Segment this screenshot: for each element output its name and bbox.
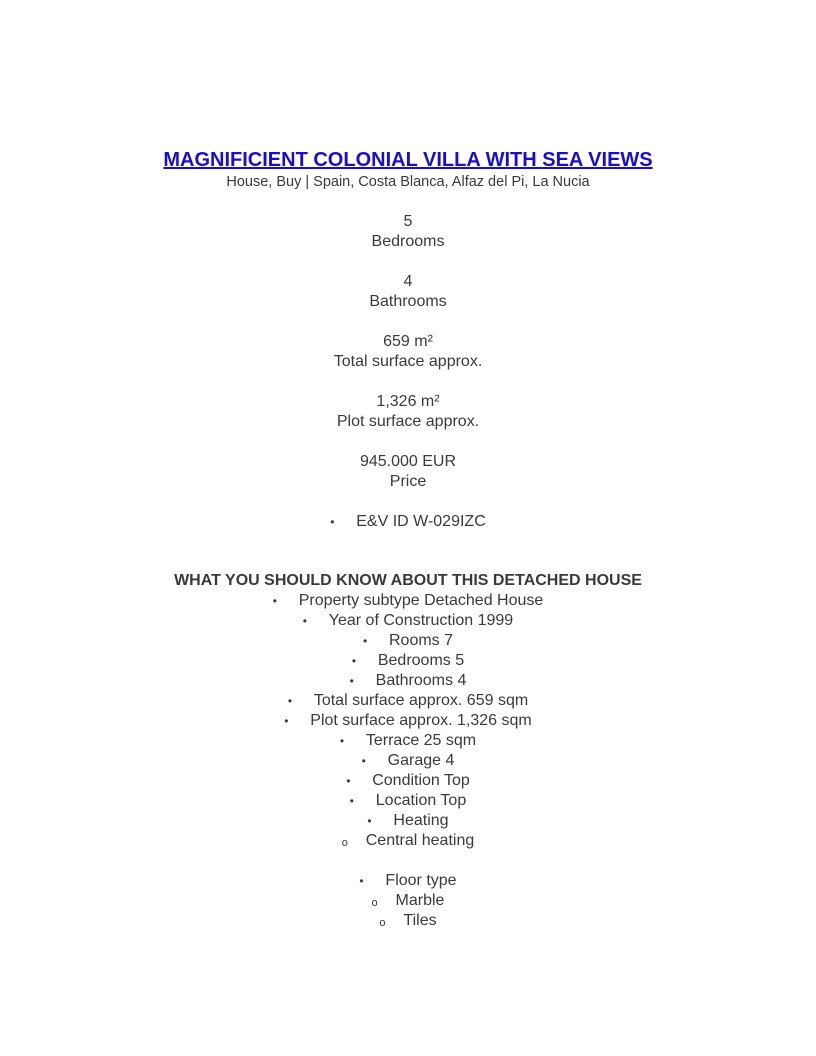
sub-list-item-text: Tiles: [403, 912, 437, 929]
list-item: [0, 711, 816, 731]
bullet-icon: •: [284, 714, 289, 728]
fact-label: Bedrooms: [371, 233, 445, 250]
list-item: [0, 751, 816, 771]
fact-value: 4: [403, 273, 413, 290]
fact-value: 1,326 m²: [376, 393, 440, 410]
fact-label: Total surface approx.: [333, 353, 483, 370]
bullet-icon: •: [346, 774, 351, 788]
key-facts: [0, 212, 816, 492]
circle-bullet-icon: o: [379, 917, 386, 929]
list-item-text: Heating: [393, 812, 449, 829]
list-item-text: Total surface approx. 659 sqm: [313, 692, 529, 709]
list-item: [0, 691, 816, 711]
list-item: [0, 791, 816, 811]
fact-label: Plot surface approx.: [336, 413, 480, 430]
sub-list-item: [0, 891, 816, 911]
fact-value: 659 m²: [383, 333, 433, 350]
bullet-icon: •: [287, 694, 293, 708]
fact-bathrooms: [0, 272, 816, 312]
ev-id-text: E&V ID W-029IZC: [356, 513, 486, 530]
list-item-text: Plot surface approx. 1,326 sqm: [310, 712, 532, 729]
bullet-icon: •: [351, 654, 357, 668]
list-item: [0, 611, 816, 631]
list-item: [0, 811, 816, 831]
list-item: [0, 591, 816, 611]
list-item-text: Year of Construction 1999: [328, 612, 514, 629]
sub-list-item-text: Marble: [395, 892, 445, 909]
list-item-text: Bathrooms 4: [375, 672, 467, 689]
bullet-icon: •: [302, 614, 307, 628]
list-item-text: Floor type: [385, 872, 457, 889]
circle-bullet-icon: o: [371, 897, 378, 909]
list-item: [0, 731, 816, 751]
list-item-text: Property subtype Detached House: [298, 592, 544, 609]
fact-bedrooms: [0, 212, 816, 252]
bullet-icon: •: [361, 754, 366, 768]
section-title: WHAT YOU SHOULD KNOW ABOUT THIS DETACHED HOUSE: [174, 572, 642, 589]
list-item: [0, 771, 816, 791]
bullet-icon: •: [330, 515, 335, 529]
sub-list-item: [0, 911, 816, 931]
fact-value: 945.000 EUR: [359, 453, 457, 470]
fact-label: Bathrooms: [369, 293, 447, 310]
sub-list-item: [0, 831, 816, 851]
list-item-text: Condition Top: [372, 772, 470, 789]
fact-total-surface: [0, 332, 816, 372]
bullet-icon: •: [272, 594, 277, 608]
list-item: [0, 671, 816, 691]
bullet-icon: •: [339, 734, 345, 748]
circle-bullet-icon: o: [341, 837, 348, 849]
list-item: [0, 631, 816, 651]
fact-plot-surface: [0, 392, 816, 432]
bullet-icon: •: [367, 814, 372, 828]
fact-price: [0, 452, 816, 492]
sub-list-item-text: Central heating: [365, 832, 475, 849]
bullet-icon: •: [359, 874, 364, 888]
list-item: [0, 651, 816, 671]
fact-value: 5: [403, 213, 413, 230]
list-item-text: Bedrooms 5: [377, 652, 465, 669]
bullet-icon: •: [349, 794, 354, 808]
list-item-text: Rooms 7: [388, 632, 454, 649]
listing-content: [0, 149, 816, 931]
list-item: [0, 871, 816, 891]
ev-id-item: [0, 512, 816, 532]
list-item-text: Terrace 25 sqm: [365, 732, 477, 749]
listing-subtitle: House, Buy | Spain, Costa Blanca, Alfaz del Pi, La Nucia: [226, 174, 590, 190]
property-details-list: [0, 591, 816, 931]
listing-title-link[interactable]: MAGNIFICIENT COLONIAL VILLA WITH SEA VIEWS: [163, 149, 653, 171]
list-item-text: Garage 4: [387, 752, 455, 769]
bullet-icon: •: [349, 674, 354, 688]
spacer: [0, 851, 816, 871]
bullet-icon: •: [362, 634, 368, 648]
fact-label: Price: [389, 473, 427, 490]
list-item-text: Location Top: [375, 792, 467, 809]
